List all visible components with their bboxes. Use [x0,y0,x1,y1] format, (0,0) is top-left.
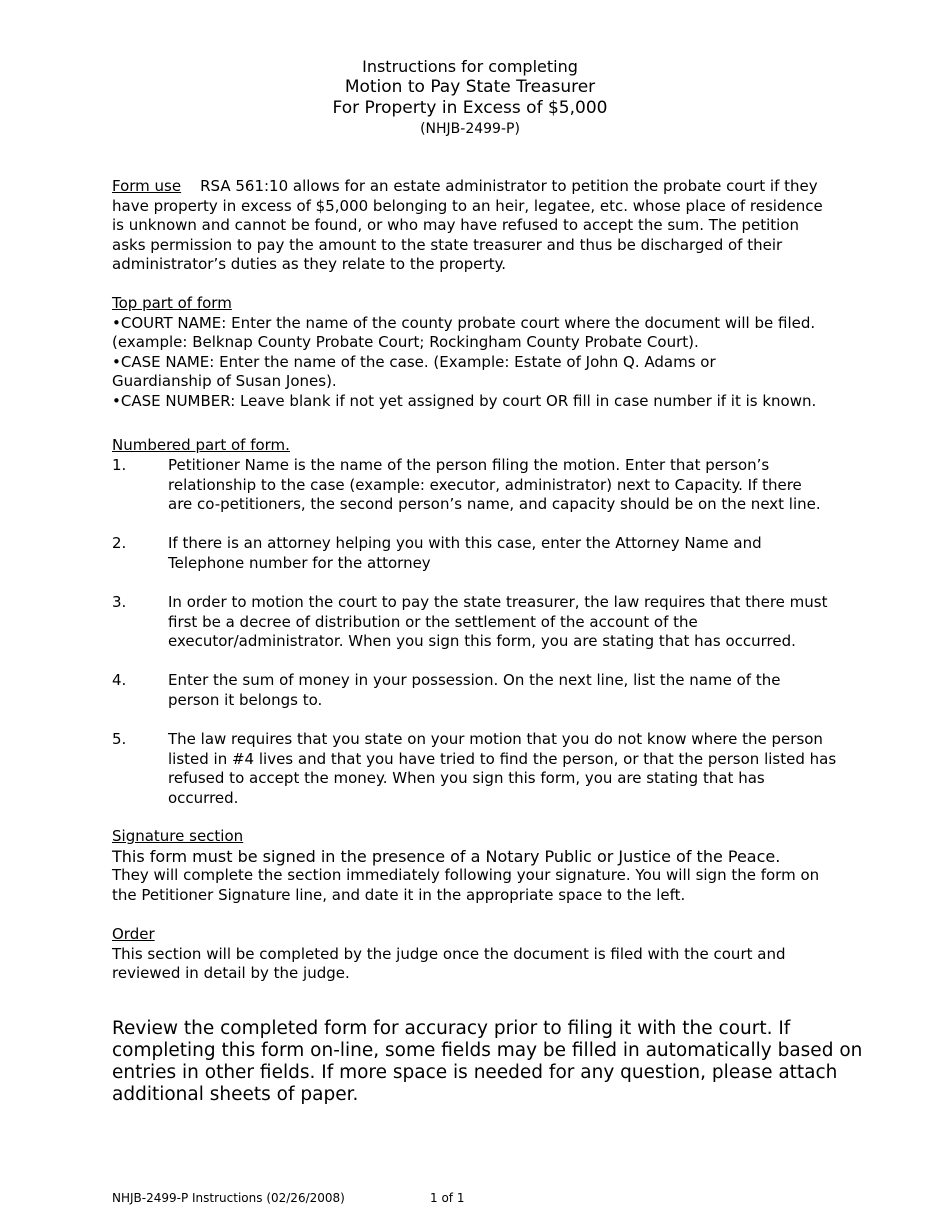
signature-heading: Signature section [112,827,244,845]
footer-page-number: 1 of 1 [430,1191,465,1205]
item-line: first be a decree of distribution or the settlement of the account of the [168,612,698,631]
top-part-section [112,294,842,412]
item-number: 3. [112,593,127,611]
title-line-3: For Property in Excess of $5,000 [332,98,608,118]
item-line: Enter the sum of money in your possession. On the next line, list the name of the [168,671,781,689]
form-code: (NHJB-2499-P) [420,121,520,137]
closing-line: completing this form on-line, some fields may be filled in automatically based on [112,1040,863,1061]
signature-line: They will complete the section immediately following your signature. You will sign the form on [112,866,820,885]
top-part-line: •CASE NAME: Enter the name of the case. (Example: Estate of John Q. Adams or [112,352,716,371]
closing-line: additional sheets of paper. [112,1084,359,1105]
item-line: If there is an attorney helping you with this case, enter the Attorney Name and [168,534,762,552]
numbered-item-4 [168,671,858,710]
item-line: executor/administrator. When you sign this form, you are stating that has occurred. [168,632,796,651]
closing-line: Review the completed form for accuracy prior to filing it with the court. If [112,1018,791,1039]
item-number: 4. [112,671,127,689]
numbered-item-2 [168,534,858,573]
signature-line: This form must be signed in the presence of a Notary Public or Justice of the Peace. [112,846,781,866]
item-line: relationship to the case (example: executor, administrator) next to Capacity. If there [168,475,802,494]
order-heading: Order [112,925,155,943]
item-number: 5. [112,730,127,748]
signature-line: the Petitioner Signature line, and date it in the appropriate space to the left. [112,885,686,904]
item-line: Petitioner Name is the name of the person filing the motion. Enter that person’s [168,456,770,474]
form-use-section [112,177,842,275]
top-part-line: (example: Belknap County Probate Court; Rockingham County Probate Court). [112,333,699,352]
top-part-line: Guardianship of Susan Jones). [112,372,337,391]
item-line: listed in #4 lives and that you have tried to find the person, or that the person listed has [168,749,837,768]
footer-form-id: NHJB-2499-P Instructions (02/26/2008) [112,1191,345,1205]
form-use-line: asks permission to pay the amount to the state treasurer and thus be discharged of their [112,235,783,254]
signature-section [112,827,842,905]
order-line: reviewed in detail by the judge. [112,964,350,983]
form-use-line: administrator’s duties as they relate to the property. [112,255,507,274]
order-line: This section will be completed by the judge once the document is filed with the court and [112,944,786,963]
numbered-item-1 [168,456,858,515]
item-line: refused to accept the money. When you sign this form, you are stating that has [168,769,765,788]
top-part-line: •CASE NUMBER: Leave blank if not yet assigned by court OR fill in case number if it is known. [112,391,817,410]
form-use-line: is unknown and cannot be found, or who may have refused to accept the sum. The petition [112,216,799,235]
form-use-heading: Form use [112,177,182,195]
form-use-text: RSA 561:10 allows for an estate administrator to petition the probate court if they [200,177,818,195]
closing-line: entries in other fields. If more space is needed for any question, please attach [112,1062,838,1083]
title-line-1: Instructions for completing [362,57,578,76]
form-use-line: have property in excess of $5,000 belonging to an heir, legatee, etc. whose place of residence [112,196,823,215]
item-line: In order to motion the court to pay the state treasurer, the law requires that there must [168,593,828,611]
closing-note [112,1018,872,1106]
item-line: are co-petitioners, the second person’s name, and capacity should be on the next line. [168,495,821,514]
item-line: occurred. [168,788,239,807]
top-part-line: •COURT NAME: Enter the name of the county probate court where the document will be filed. [112,313,816,332]
top-part-heading: Top part of form [112,294,232,312]
numbered-item-5 [168,730,858,808]
numbered-item-3 [168,593,858,652]
item-number: 1. [112,456,127,474]
item-line: The law requires that you state on your motion that you do not know where the person [168,730,823,748]
title-line-2: Motion to Pay State Treasurer [344,77,596,97]
numbered-heading-text: Numbered part of form. [112,436,290,454]
item-number: 2. [112,534,127,552]
numbered-heading [112,436,842,456]
item-line: person it belongs to. [168,690,323,709]
form-use-line [112,177,842,197]
order-section [112,925,842,984]
item-line: Telephone number for the attorney [168,553,431,572]
